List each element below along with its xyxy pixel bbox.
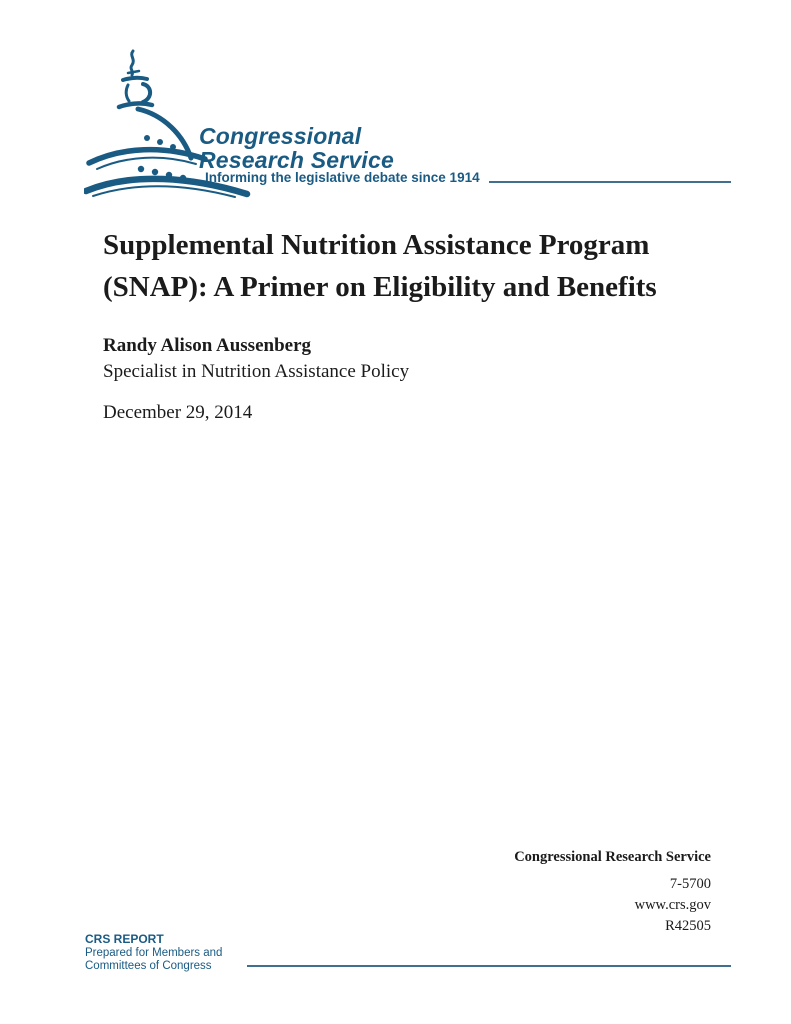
crs-report-line2: Committees of Congress <box>85 960 212 972</box>
crs-report-line1: Prepared for Members and <box>85 947 223 959</box>
footer-phone: 7-5700 <box>669 876 711 892</box>
author-role: Specialist in Nutrition Assistance Policy <box>103 361 410 382</box>
header-rule <box>489 181 731 183</box>
author-name: Randy Alison Aussenberg <box>103 335 312 356</box>
footer-website-link[interactable]: www.crs.gov <box>634 897 711 913</box>
report-title-line1: Supplemental Nutrition Assistance Program <box>103 229 650 261</box>
report-date: December 29, 2014 <box>103 402 253 423</box>
report-number: R42505 <box>665 918 711 934</box>
author-block <box>103 333 409 385</box>
report-title <box>103 224 723 308</box>
crs-report-label: CRS REPORT <box>85 932 164 946</box>
footer-crs-block <box>85 933 222 973</box>
logo-org-line1: Congressional <box>199 123 362 149</box>
logo-tagline-row <box>205 170 731 185</box>
footer-org-name: Congressional Research Service <box>514 849 711 865</box>
logo-wordmark <box>199 124 394 172</box>
footer-rule <box>247 965 731 967</box>
report-title-line2: (SNAP): A Primer on Eligibility and Benefits <box>103 271 657 303</box>
logo-tagline: Informing the legislative debate since 1914 <box>205 170 480 185</box>
footer-publisher-block <box>514 847 711 937</box>
logo-org-line2: Research Service <box>199 147 395 173</box>
